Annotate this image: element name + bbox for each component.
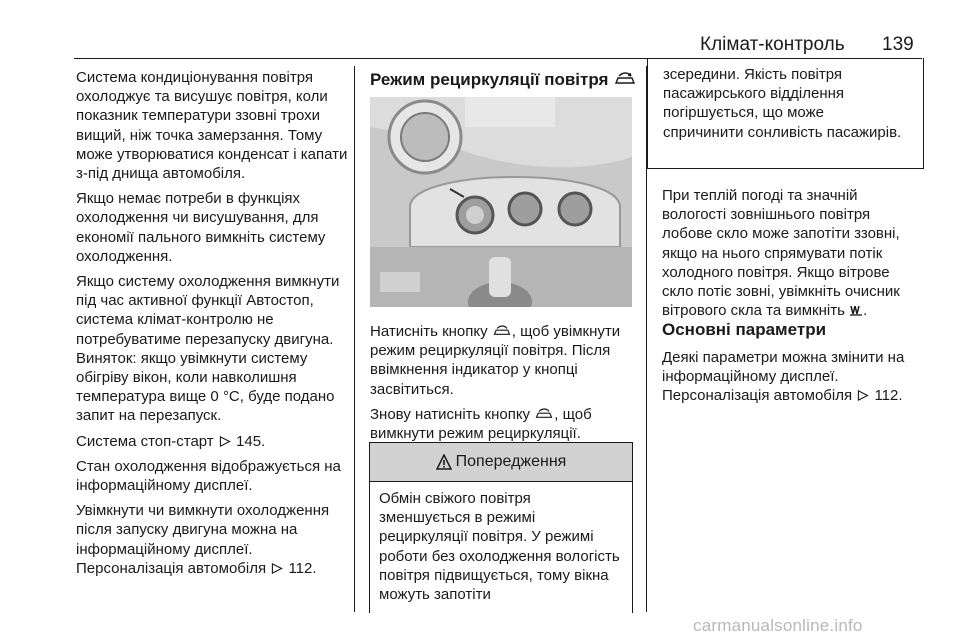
dashboard-illustration xyxy=(370,97,632,307)
paragraph xyxy=(76,501,352,578)
text: . xyxy=(863,302,868,320)
warning-text: Обмін свіжого повітря зменшується в режимі рециркуляції повітря. У режимі роботи без охолодження вологість повітря підвищується, тому вікна можуть запотіти xyxy=(379,490,620,604)
warning-box-continued xyxy=(647,58,924,169)
column-2 xyxy=(370,322,632,449)
column-3-lower xyxy=(662,348,924,412)
paragraph: Стан охолодження відображується на інформаційному дисплеї. xyxy=(76,457,341,495)
ref-page[interactable]: 112. xyxy=(288,559,317,577)
warning-title: Попередження xyxy=(455,453,567,470)
section-title-text: Режим рециркуляції повітря xyxy=(370,70,609,89)
ref-page[interactable]: 112. xyxy=(874,387,903,405)
paragraph xyxy=(662,186,924,320)
warning-triangle-icon xyxy=(436,454,452,470)
section-title-basic-settings: Основні параметри xyxy=(662,320,827,339)
paragraph: Якщо немає потреби в функціях охолодження чи висушування, для економії пального вимкніть систему охолодження. xyxy=(76,190,326,265)
paragraph xyxy=(662,348,924,406)
column-divider-1 xyxy=(354,66,355,612)
paragraph xyxy=(370,322,632,399)
paragraph xyxy=(76,432,352,451)
ref-text: Увімкнути чи вимкнути охолодження після запуску двигуна можна на інформаційному дисплеї. Персоналізація автомобіля xyxy=(76,502,330,577)
paragraph: Система кондиціонування повітря охолоджує та висушує повітря, коли показник температури ззовні трохи вищий, ніж точка замерзання. Тому може утворюватися конденсат і капати з-під днища автомобіля. xyxy=(76,69,348,183)
warning-text-continued: зсередини. Якість повітря пасажирського відділення погіршується, що може спричинити сонливість пасажирів. xyxy=(663,66,902,141)
paragraph xyxy=(370,405,632,443)
recirculation-car-icon xyxy=(534,408,554,420)
column-1 xyxy=(76,68,352,584)
column-3 xyxy=(662,186,924,326)
page-number: 139 xyxy=(882,34,914,55)
recirculation-car-icon xyxy=(613,72,637,86)
ref-page[interactable]: 145. xyxy=(236,432,266,450)
warning-box xyxy=(369,442,633,613)
climate-control-panel-photo xyxy=(370,97,632,307)
section-title-recirculation xyxy=(370,70,637,90)
text: Натисніть кнопку xyxy=(370,323,488,340)
warning-header xyxy=(370,443,632,482)
ref-text: Система стоп-старт xyxy=(76,432,214,450)
page-header-title: Клімат-контроль xyxy=(700,34,845,55)
text: , щоб вимкнути режим рециркуляції. xyxy=(370,405,592,443)
text: Знову натисніть кнопку xyxy=(370,405,531,423)
arrow-reference-icon xyxy=(856,390,870,401)
arrow-reference-icon xyxy=(218,436,232,447)
arrow-reference-icon xyxy=(270,563,284,574)
text: При теплій погоді та значній вологості зовнішнього повітря лобове скло може запотіти ззовні, якщо на нього спрямувати потік холодного повітря. Якщо вітрове скло потіє зовні, увімкніть очисник вітрового скла та вимкніть xyxy=(662,187,900,320)
watermark: carmanualsonline.info xyxy=(693,616,863,635)
recirculation-car-icon xyxy=(492,325,512,337)
paragraph: Якщо систему охолодження вимкнути під час активної функції Автостоп, система клімат-контролю не потребуватиме перезапуску двигуна. Виняток: якщо увімкнути систему обігріву вікон, коли навколишня температура вище 0 °C, буде подано запит на перезапуск. xyxy=(76,273,340,425)
text: Деякі параметри можна змінити на інформаційному дисплеї. Персоналізація автомобіля xyxy=(662,349,905,405)
text: , щоб увімкнути режим рециркуляції повітря. Після ввімкнення індикатор у кнопці засвітиться. xyxy=(370,323,621,398)
windscreen-vent-icon xyxy=(849,304,863,316)
